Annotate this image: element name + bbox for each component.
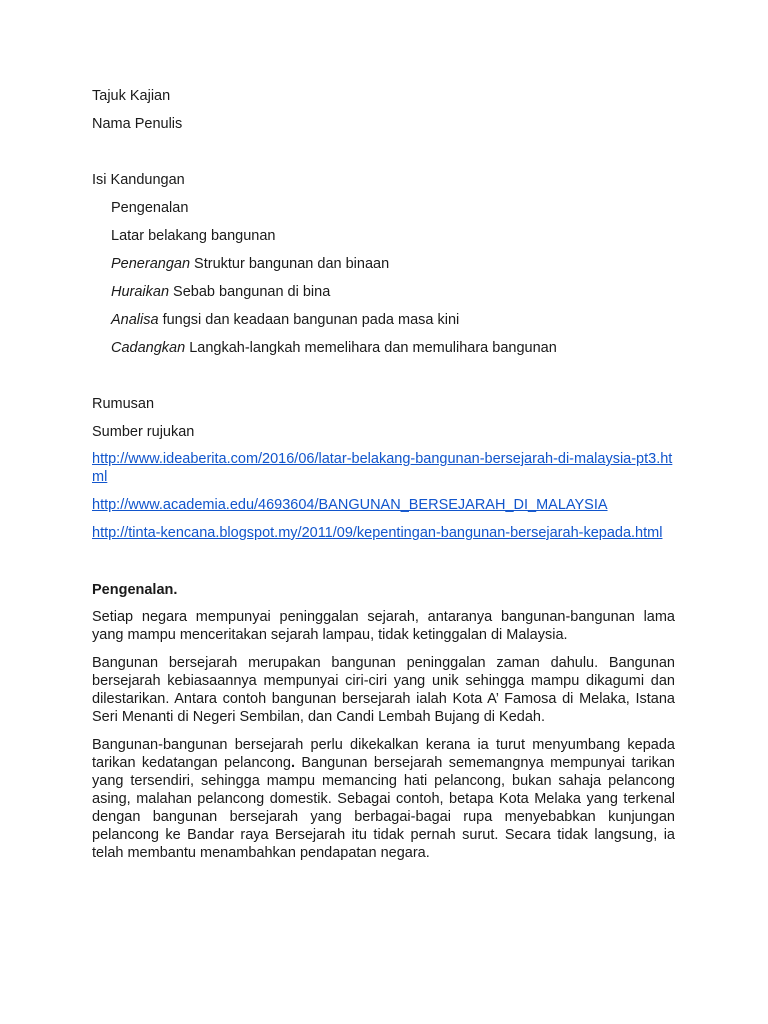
toc-item-text: Langkah-langkah memelihara dan memulihara bangunan xyxy=(185,340,557,356)
paragraph: Setiap negara mempunyai peninggalan sejarah, antaranya bangunan-bangunan lama yang mampu menceritakan sejarah lampau, tidak ketinggalan di Malaysia. xyxy=(92,609,675,643)
toc-item xyxy=(92,282,675,302)
paragraph-text: Bangunan-bangunan bersejarah perlu dikekalkan kerana ia turut menyumbang kepada tarikan kedatangan pelancong xyxy=(92,737,675,771)
toc-item xyxy=(92,310,675,330)
spacer xyxy=(92,366,675,394)
toc-item-text: Sebab bangunan di bina xyxy=(169,284,331,300)
toc-item-text: Latar belakang bangunan xyxy=(111,228,276,244)
toc-item-text: Struktur bangunan dan binaan xyxy=(190,256,390,272)
paragraph xyxy=(92,736,675,862)
section-heading: Pengenalan. xyxy=(92,582,178,598)
paragraph-text: Bangunan bersejarah sememangnya mempunyai tarikan yang tersendiri, sehingga mampu memancing hati pelancong, bukan sahaja pelancong asing, malahan pelancong domestik. Sebagai contoh, betapa Kota Melaka yang terkenal dengan bangunan bersejarah yang berbagai-bagai rupa menyebabkan kunjungan pelancong ke Bandar raya Bersejarah itu tidak pernah surut. Secara tidak langsung, ia telah membantu menambahkan pendapatan negara. xyxy=(92,755,675,861)
toc-item xyxy=(92,254,675,274)
toc-item xyxy=(92,198,675,218)
toc-item-verb: Huraikan xyxy=(111,284,170,300)
paragraph: Bangunan bersejarah merupakan bangunan peninggalan zaman dahulu. Bangunan bersejarah kebiasaannya mempunyai ciri-ciri yang unik sehingga mampu dikagumi dan dilestarikan. Antara contoh bangunan bersejarah ialah Kota A’ Famosa di Melaka, Istana Seri Menanti di Negeri Sembilan, dan Candi Lembah Bujang di Kedah. xyxy=(92,655,675,725)
toc-item-text: fungsi dan keadaan bangunan pada masa kini xyxy=(158,312,460,328)
sources-heading: Sumber rujukan xyxy=(92,424,195,440)
reference-link[interactable]: http://tinta-kencana.blogspot.my/2011/09/kepentingan-bangunan-bersejarah-kepada.html xyxy=(92,525,663,541)
toc-item-verb: Analisa xyxy=(111,312,159,328)
toc-item-text: Pengenalan xyxy=(111,200,189,216)
toc-item xyxy=(92,226,675,246)
document-page xyxy=(92,86,675,872)
paragraph-bold-period: . xyxy=(290,755,295,771)
toc-heading: Isi Kandungan xyxy=(92,172,185,188)
document-title: Tajuk Kajian xyxy=(92,88,171,104)
toc-item xyxy=(92,338,675,358)
summary-heading: Rumusan xyxy=(92,396,155,412)
toc-item-verb: Cadangkan xyxy=(111,340,186,356)
toc-item-verb: Penerangan xyxy=(111,256,191,272)
spacer xyxy=(92,142,675,170)
author-name: Nama Penulis xyxy=(92,116,183,132)
reference-link[interactable]: http://www.academia.edu/4693604/BANGUNAN_BERSEJARAH_DI_MALAYSIA xyxy=(92,497,608,513)
reference-link[interactable]: http://www.ideaberita.com/2016/06/latar-belakang-bangunan-bersejarah-di-malaysia-pt3.html xyxy=(92,451,673,485)
